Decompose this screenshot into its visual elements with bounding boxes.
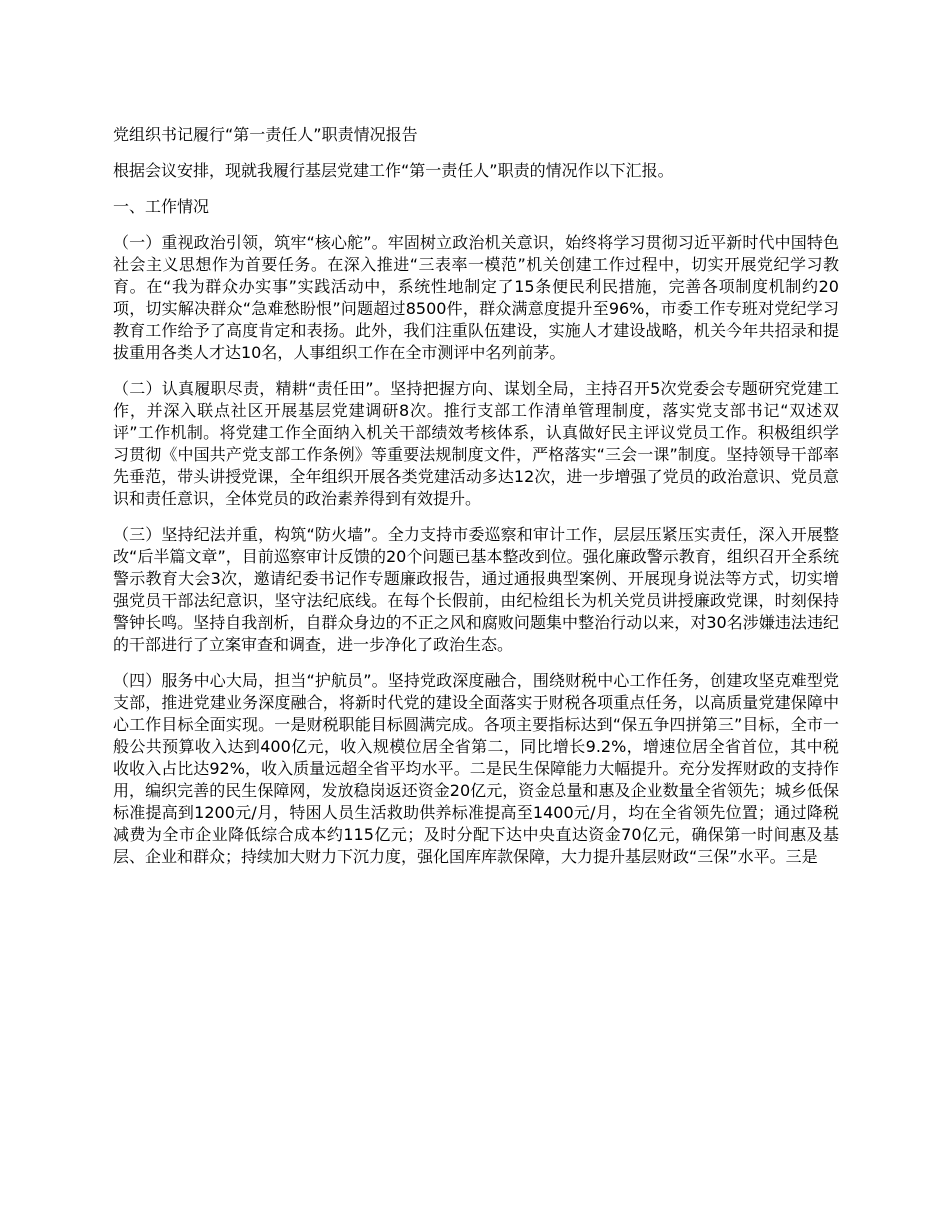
body-paragraph: （一）重视政治引领，筑牢“核心舵”。牢固树立政治机关意识，始终将学习贯彻习近平新时代中国特色社会主义思想作为首要任务。在深入推进“三表率一模范”机关创建工作过程中，切实开展党纪学习教育。在“我为群众办实事”实践活动中，系统性地制定了15条便民利民措施，完善各项制度机制约20项，切实解决群众“急难愁盼恨”问题超过8500件，群众满意度提升至96%，市委工作专班对党纪学习教育工作给予了高度肯定和表扬。此外，我们注重队伍建设，实施人才建设战略，机关今年共招录和提拔重用各类人才达10名，人事组织工作在全市测评中名列前茅。: [113, 233, 839, 362]
document-title: 党组织书记履行“第一责任人”职责情况报告: [113, 125, 418, 144]
body-paragraph: （四）服务中心大局，担当“护航员”。坚持党政深度融合，围绕财税中心工作任务，创建攻坚克难型党支部，推进党建业务深度融合，将新时代党的建设全面落实于财税各项重点任务，以高质量党建保障中心工作目标全面实现。一是财税职能目标圆满完成。各项主要指标达到“保五争四拼第三”目标，全市一般公共预算收入达到400亿元，收入规模位居全省第二，同比增长9.2%，增速位居全省首位，其中税收收入占比达92%，收入质量远超全省平均水平。二是民生保障能力大幅提升。充分发挥财政的支持作用，编织完善的民生保障网，发放稳岗返还资金20亿元，资金总量和惠及企业数量全省领先；城乡低保标准提高到1200元/月，特困人员生活救助供养标准提高至1400元/月，均在全省领先位置；通过降税减费为全市企业降低综合成本约115亿元；及时分配下达中央直达资金70亿元，确保第一时间惠及基层、企业和群众；持续加大财力下沉力度，强化国库库款保障，大力提升基层财政“三保”水平。三是: [113, 671, 839, 866]
body-paragraph: （三）坚持纪法并重，构筑“防火墙”。全力支持市委巡察和审计工作，层层压紧压实责任，深入开展整改“后半篇文章”，目前巡察审计反馈的20个问题已基本整改到位。强化廉政警示教育，组织召开全系统警示教育大会3次，邀请纪委书记作专题廉政报告，通过通报典型案例、开展现身说法等方式，切实增强党员干部法纪意识，坚守法纪底线。在每个长假前，由纪检组长为机关党员讲授廉政党课，时刻保持警钟长鸣。坚持自我剖析，自群众身边的不正之风和腐败问题集中整治行动以来，对30名涉嫌违法违纪的干部进行了立案审查和调查，进一步净化了政治生态。: [113, 525, 839, 654]
section-heading: 一、工作情况: [113, 197, 210, 216]
body-paragraph: （二）认真履职尽责，精耕“责任田”。坚持把握方向、谋划全局，主持召开5次党委会专题研究党建工作，并深入联点社区开展基层党建调研8次。推行支部工作清单管理制度，落实党支部书记“双述双评”工作机制。将党建工作全面纳入机关干部绩效考核体系，认真做好民主评议党员工作。积极组织学习贯彻《中国共产党支部工作条例》等重要法规制度文件，严格落实“三会一课”制度。坚持领导干部率先垂范，带头讲授党课，全年组织开展各类党建活动多达12次，进一步增强了党员的政治意识、党员意识和责任意识，全体党员的政治素养得到有效提升。: [113, 379, 839, 508]
intro-paragraph: 根据会议安排，现就我履行基层党建工作“第一责任人”职责的情况作以下汇报。: [113, 161, 674, 180]
document-page: [113, 124, 839, 882]
